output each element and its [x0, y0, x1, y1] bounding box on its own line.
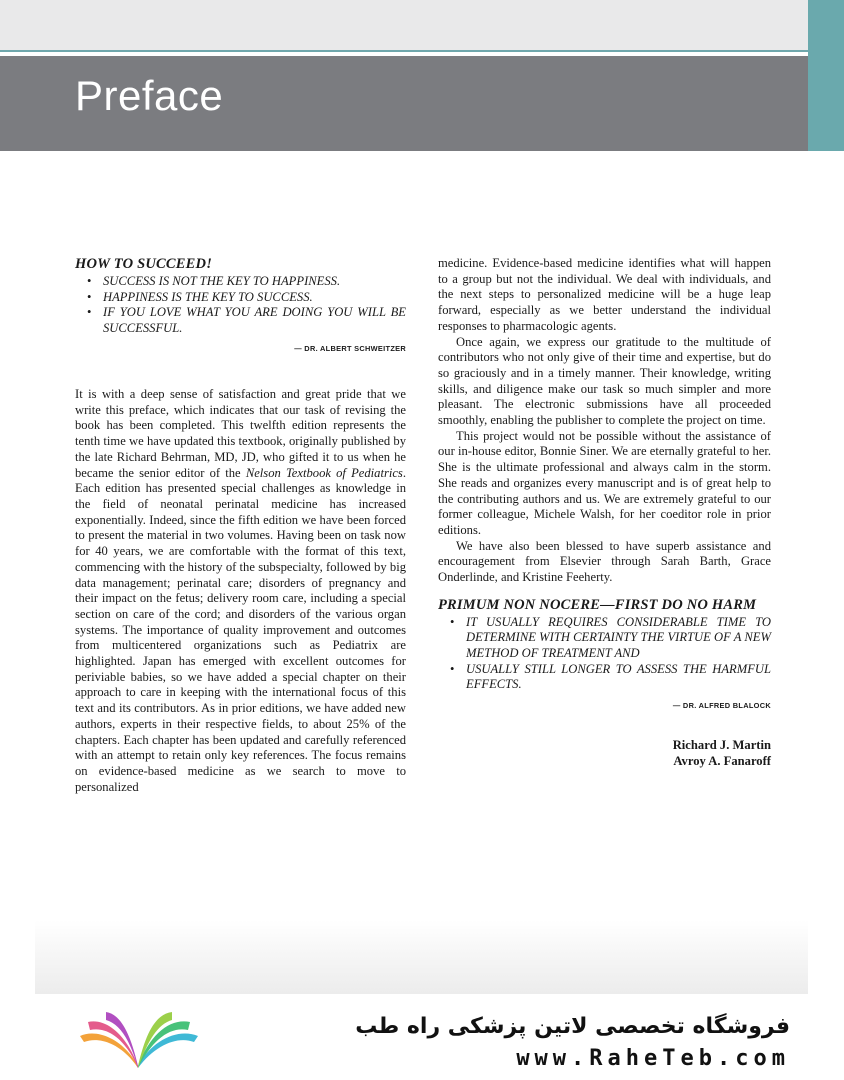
top-band	[0, 0, 808, 52]
bullet-icon: •	[87, 305, 92, 320]
bullet-icon: •	[87, 289, 92, 304]
quote-item: • IT USUALLY REQUIRES CONSIDERABLE TIME TO DETERMINE WITH CERTAINTY THE VIRTUE OF A NEW METHOD OF TREATMENT AND	[450, 614, 771, 660]
signer-name: Richard J. Martin	[672, 738, 771, 753]
right-column	[438, 256, 771, 769]
quote-box-title: PRIMUM NON NOCERE—FIRST DO NO HARM	[438, 596, 757, 613]
chapter-header	[0, 56, 808, 151]
quote-item: • HAPPINESS IS THE KEY TO SUCCESS.	[87, 289, 313, 304]
preface-paragraph: medicine. Evidence-based medicine identifies what will happen to a group but not the individual. We deal with individuals, and the next steps to personalized medicine will be a huge leap forward, especially as we better understand the individual responses to pharmacologic agents.	[438, 256, 771, 333]
quote-list	[438, 615, 771, 693]
book-title: Nelson Textbook of Pediatrics	[245, 465, 403, 480]
quote-item: • USUALLY STILL LONGER TO ASSESS THE HARMFUL EFFECTS.	[450, 661, 771, 692]
bullet-icon: •	[450, 614, 455, 629]
signature-block	[438, 737, 771, 769]
left-column	[75, 256, 406, 795]
quote-attribution: — DR. ALBERT SCHWEITZER	[294, 344, 406, 354]
preface-paragraph: Once again, we express our gratitude to the multitude of contributors who not only give of their time and expertise, but do so graciously and in a timely manner. Their knowledge, writing skills, and diligence make our task so much simpler and more pleasant. The electronic submissions have all proceeded smoothly, enabling the publisher to complete the project on time.	[438, 334, 771, 428]
teal-edge-tab	[808, 0, 844, 151]
preface-paragraph: We have also been blessed to have superb assistance and encouragement from Elsevier through Sarah Barth, Grace Onderlinde, and Kristine Feeherty.	[438, 538, 771, 585]
page-bottom-shadow	[35, 920, 808, 994]
open-book-logo-icon	[76, 1010, 202, 1072]
bullet-icon: •	[450, 661, 455, 676]
quote-box-title: HOW TO SUCCEED!	[75, 256, 213, 272]
preface-paragraph: It is with a deep sense of satisfaction and great pride that we write this preface, which indicates that our task of revising the book has been completed. This twelfth edition represents the tenth time we have updated this textbook, originally published by the late Richard Behrman, MD, JD, who gifted it to us when he became the senior editor of the Nelson Textbook of Pediatrics. Each edition has presented special challenges as knowledge in the field of neonatal perinatal medicine has increased exponentially. Indeed, since the fifth edition we have been forced to present the material in two volumes. Having been on task now for 40 years, we are comfortable with the format of this text, commencing with the history of the subspecialty, followed by big data management; perinatal care; disorders of pregnancy and their impact on the fetus; delivery room care, including a special section on care of the cord; and disorders of the various organ systems. The importance of quality improvement and outcomes from multicentered organizations such as Pediatrix are highlighted. Japan has emerged with excellent outcomes for periviable babies, so we have added a special chapter on their approach to care in keeping with the international focus of this text and its contributors. As in prior editions, we have added new authors, experts in their respective fields, to about 25% of the chapters. Each chapter has been updated and carefully referenced with an attempt to retain only key references. The focus remains on evidence-based medicine as we search to move to personalized	[75, 387, 406, 794]
store-name-persian: فروشگاه تخصصی لاتین پزشکی راه طب	[355, 1014, 790, 1039]
preface-paragraph: This project would not be possible without the assistance of our in-house editor, Bonnie Siner. We are eternally grateful to her. She is the ultimate professional and always calm in the storm. She reads and organizes every manuscript and is of great help to the contributing authors and us. We are extremely grateful to our former colleague, Michele Walsh, for her coeditor role in prior editions.	[438, 428, 771, 537]
quote-item: • SUCCESS IS NOT THE KEY TO HAPPINESS.	[87, 274, 341, 288]
signer-name: Avroy A. Fanaroff	[673, 754, 771, 769]
bullet-icon: •	[87, 274, 92, 288]
page-title: Preface	[75, 72, 224, 119]
quote-list	[75, 274, 406, 336]
quote-item: • IF YOU LOVE WHAT YOU ARE DOING YOU WILL BE SUCCESSFUL.	[87, 305, 406, 335]
quote-attribution: — DR. ALFRED BLALOCK	[672, 700, 771, 710]
store-url[interactable]: www.RaheTeb.com	[516, 1046, 790, 1071]
